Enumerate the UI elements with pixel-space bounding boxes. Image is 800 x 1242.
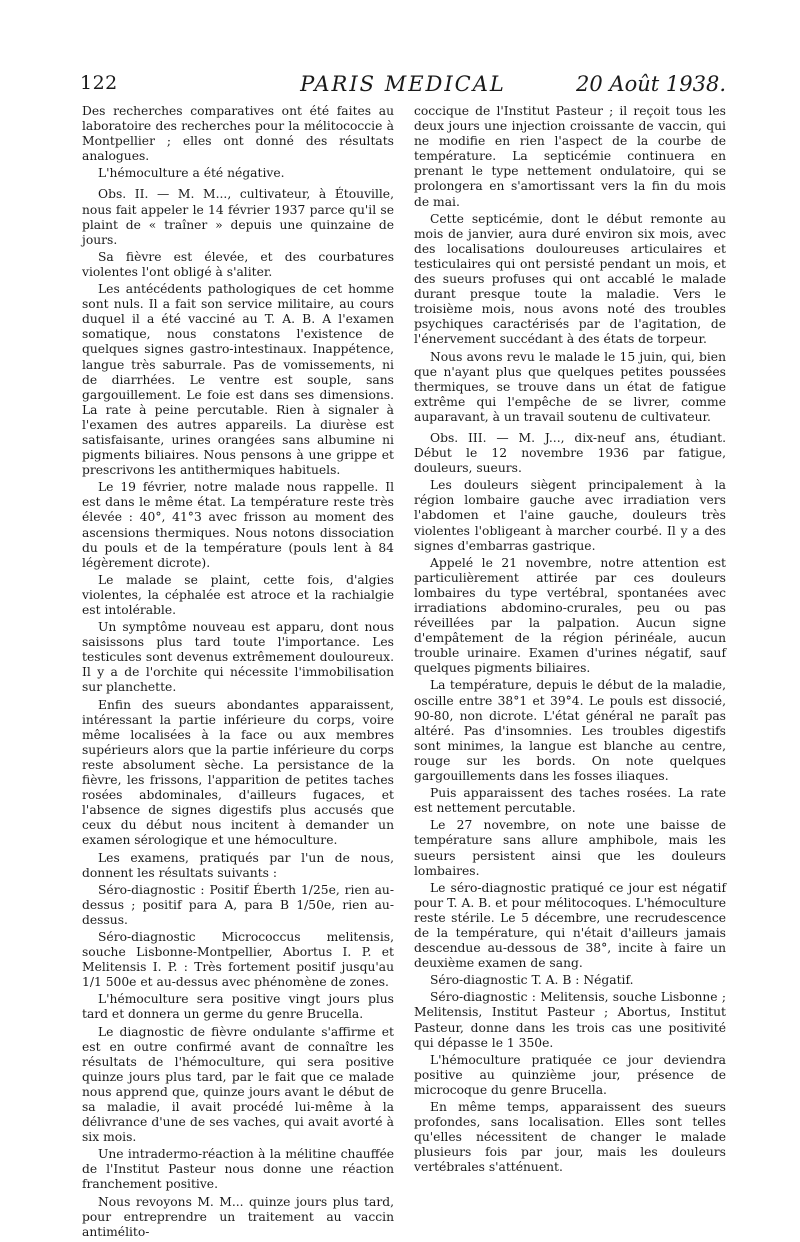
observation-heading-paragraph: Obs. II. — M. M..., cultivateur, à Étouville, nous fait appeler le 14 février 1937 parce qu'il se plaint de « traîner » depuis une quinzaine de jours. xyxy=(82,187,394,247)
paragraph: En même temps, apparaissent des sueurs profondes, sans localisation. Elles sont telles qu'elles nécessitent de changer le malade plusieurs fois par jour, mais les douleurs vertébrales s'atténuent. xyxy=(414,1100,726,1175)
paragraph: Les douleurs siègent principalement à la région lombaire gauche avec irradiation vers l'abdomen et l'aine gauche, douleurs très violentes l'obligeant à marcher courbé. Il y a des signes d'embarras gastrique. xyxy=(414,478,726,553)
issue-date: 20 Août 1938. xyxy=(576,72,726,96)
page-header xyxy=(80,72,726,100)
paragraph: La température, depuis le début de la maladie, oscille entre 38°1 et 39°4. Le pouls est dissocié, 90-80, non dicrote. L'état général ne paraît pas altéré. Pas d'insomnies. Les troubles digestifs sont minimes, la langue est blanche au centre, rouge sur les bords. On note quelques gargouillements dans les fosses iliaques. xyxy=(414,678,726,784)
paragraph: Le 27 novembre, on note une baisse de température sans allure amphibole, mais les sueurs persistent ainsi que les douleurs lombaires. xyxy=(414,818,726,878)
paragraph: Séro-diagnostic Micrococcus melitensis, souche Lisbonne-Montpellier, Abortus I. P. et Melitensis I. P. : Très fortement positif jusqu'au 1/1 500e et au-dessus avec phénomène de zones. xyxy=(82,929,394,990)
paragraph: Cette septicémie, dont le début remonte au mois de janvier, aura duré environ six mois, avec des localisations douloureuses articulaires et testiculaires qui ont persisté pendant un mois, et des sueurs profuses qui ont accablé le malade durant presque toute la maladie. Vers le troisième mois, nous avons noté des troubles psychiques caractérisés par de l'agitation, de l'énervement succédant à des états de torpeur. xyxy=(414,211,726,347)
paragraph: Enfin des sueurs abondantes apparaissent, intéressant la partie inférieure du corps, voire même localisées à la face ou aux membres supérieurs alors que la partie inférieure du corps reste absolument sèche. La persistance de la fièvre, les frissons, l'apparition de petites taches rosées abdominales, d'ailleurs fugaces, et l'absence de signes digestifs plus accusés que ceux du début nous incitent à demander un examen sérologique et une hémoculture. xyxy=(82,697,394,848)
paragraph: Sa fièvre est élevée, et des courbatures violentes l'ont obligé à s'aliter. xyxy=(82,249,394,279)
paragraph: Le diagnostic de fièvre ondulante s'affirme et est en outre confirmé avant de connaître les résultats de l'hémoculture, qui sera positive quinze jours plus tard, par le fait que ce malade nous apprend que, quinze jours avant le début de sa maladie, il avait procédé lui-même à la délivrance d'une de ses vaches, qui avait avorté à six mois. xyxy=(82,1024,394,1145)
paragraph: Les examens, pratiqués par l'un de nous, donnent les résultats suivants : xyxy=(82,850,394,880)
paragraph: Nous revoyons M. M... quinze jours plus tard, pour entreprendre un traitement au vaccin antimélito- xyxy=(82,1194,394,1239)
paragraph: Puis apparaissent des taches rosées. La rate est nettement percutable. xyxy=(414,786,726,816)
paragraph: Une intradermo-réaction à la mélitine chauffée de l'Institut Pasteur nous donne une réaction franchement positive. xyxy=(82,1147,394,1192)
page-number: 122 xyxy=(80,72,118,94)
paragraph: Séro-diagnostic : Positif Éberth 1/25e, rien au-dessus ; positif para A, para B 1/50e, rien au-dessus. xyxy=(82,882,394,927)
paragraph: coccique de l'Institut Pasteur ; il reçoit tous les deux jours une injection croissante de vaccin, qui ne modifie en rien l'aspect de la courbe de température. La septicémie continuera en prenant le type nettement ondulatoire, qui se prolongera en s'amortissant vers la fin du mois de mai. xyxy=(414,104,726,209)
paragraph: Le 19 février, notre malade nous rappelle. Il est dans le même état. La température reste très élevée : 40°, 41°3 avec frisson au moment des ascensions thermiques. Nous notons dissociation du pouls et de la température (pouls lent à 84 légèrement dicrote). xyxy=(82,480,394,570)
paragraph: L'hémoculture sera positive vingt jours plus tard et donnera un germe du genre Brucella. xyxy=(82,992,394,1022)
paragraph: Nous avons revu le malade le 15 juin, qui, bien que n'ayant plus que quelques petites poussées thermiques, se trouve dans un état de fatigue extrême qui l'empêche de se livrer, comme auparavant, à un travail soutenu de cultivateur. xyxy=(414,349,726,424)
right-column xyxy=(414,104,726,1177)
paragraph: Les antécédents pathologiques de cet homme sont nuls. Il a fait son service militaire, au cours duquel il a été vacciné au T. A. B. A l'examen somatique, nous constatons l'existence de quelques signes gastro-intestinaux. Inappétence, langue très saburrale. Pas de vomissements, ni de diarrhées. Le ventre est souple, sans gargouillement. Le foie est dans ses dimensions. La rate à peine percutable. Rien à signaler à l'examen des autres appareils. La diurèse est satisfaisante, urines orangées sans albumine ni pigments biliaires. Nous pensons à une grippe et prescrivons les antithermiques habituels. xyxy=(82,282,394,478)
paragraph: Des recherches comparatives ont été faites au laboratoire des recherches pour la mélitococcie à Montpellier ; elles ont donné des résultats analogues. xyxy=(82,104,394,164)
paragraph: L'hémoculture a été négative. xyxy=(98,166,285,181)
paragraph: Le malade se plaint, cette fois, d'algies violentes, la céphalée est atroce et la rachialgie est intolérable. xyxy=(82,572,394,617)
paragraph: Un symptôme nouveau est apparu, dont nous saisissons plus tard toute l'importance. Les testicules sont devenus extrêmement douloureux. Il y a de l'orchite qui nécessite l'immobilisation sur planchette. xyxy=(82,620,394,695)
paragraph: L'hémoculture pratiquée ce jour deviendra positive au quinzième jour, présence de microcoque du genre Brucella. xyxy=(414,1052,726,1097)
observation-heading-paragraph: Obs. III. — M. J..., dix-neuf ans, étudiant. Début le 12 novembre 1936 par fatigue, douleurs, sueurs. xyxy=(414,430,726,476)
paragraph: Le séro-diagnostic pratiqué ce jour est négatif pour T. A. B. et pour mélitocoques. L'hémoculture reste stérile. Le 5 décembre, une recrudescence de la température, qui n'était d'ailleurs jamais descendue au-dessous de 38°, incite à faire un deuxième examen de sang. xyxy=(414,880,726,971)
paragraph: Appelé le 21 novembre, notre attention est particulièrement attirée par ces douleurs lombaires du type vertébral, spontanées avec irradiations abdomino-crurales, peu ou pas réveillées par la palpation. Aucun signe d'empâtement de la région périnéale, aucun trouble urinaire. Examen d'urines négatif, sauf quelques pigments biliaires. xyxy=(414,555,726,676)
left-column xyxy=(82,104,394,1242)
paragraph: Séro-diagnostic : Melitensis, souche Lisbonne ; Melitensis, Institut Pasteur ; Abortus, Institut Pasteur, donne dans les trois cas une positivité qui dépasse le 1 350e. xyxy=(414,990,726,1050)
journal-title: PARIS MEDICAL xyxy=(300,72,506,96)
paragraph: Séro-diagnostic T. A. B : Négatif. xyxy=(430,973,634,988)
